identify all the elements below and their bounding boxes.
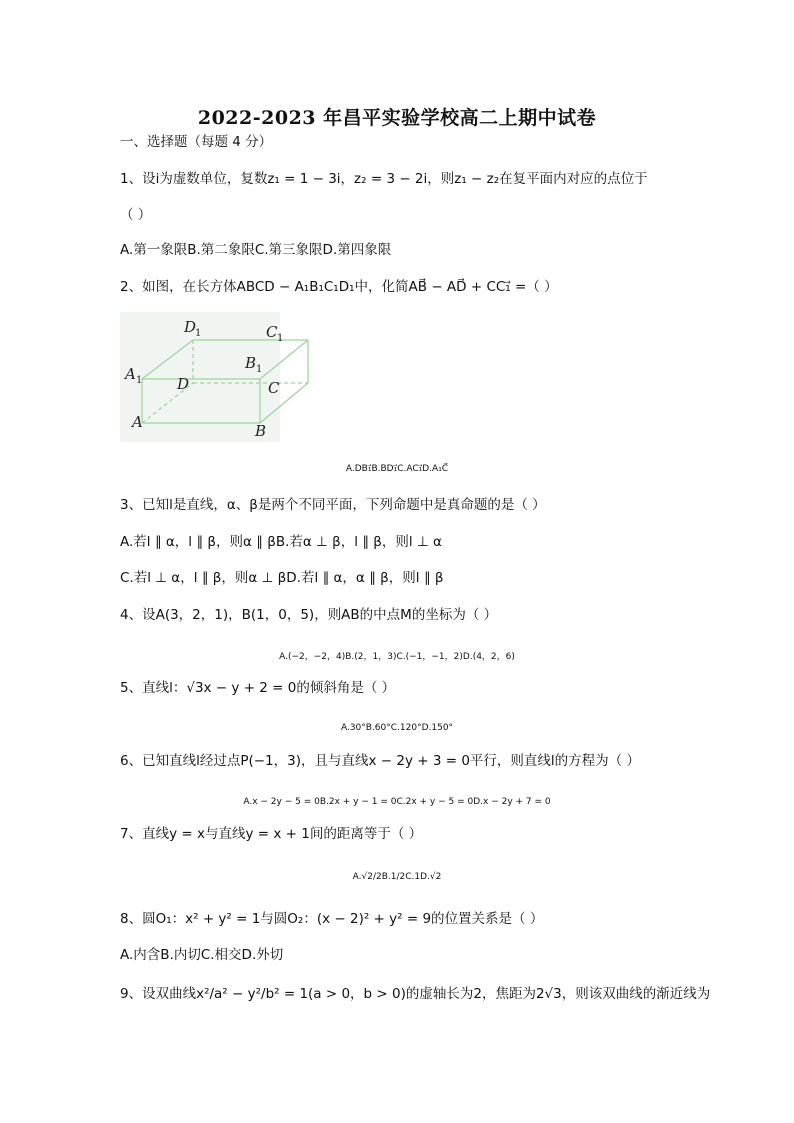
vertex-label-d1: D [184,318,197,336]
edge-a1d1 [142,340,193,379]
question-1-stem-cont: （ ） [120,207,152,223]
vertex-label-b: B [255,422,267,440]
question-6-stem: 6、已知直线l经过点P(−1，3)，且与直线x − 2y + 3 = 0平行，则直线l的方程为（ ） [120,753,640,769]
cuboid-figure [120,312,284,442]
question-8-stem: 8、圆O₁：x² + y² = 1与圆O₂：(x − 2)² + y² = 9的位置关系是（ ） [120,911,544,927]
question-3-options-cd: C.若l ⊥ α，l ∥ β，则α ⊥ βD.若l ∥ α，α ∥ β，则l ∥ β [120,570,444,586]
question-9-stem: 9、设双曲线x²/a² − y²/b² = 1(a > 0，b > 0)的虚轴长为2，焦距为2√3，则该双曲线的渐近线为 [120,986,711,1002]
vertex-sub-a1: 1 [136,375,143,386]
question-8-options: A.内含B.内切C.相交D.外切 [120,947,284,963]
question-5-options: A.30°B.60°C.120°D.150° [340,723,454,733]
section-heading: 一、选择题（每题 4 分） [120,134,273,150]
question-2-stem: 2、如图，在长方体ABCD − A₁B₁C₁D₁中，化简AB⃗ − AD⃗ + CC₁⃗ =（ ） [120,279,558,295]
vertex-label-d: D [177,375,190,393]
vertex-label-a1: A [125,365,136,383]
vertex-label-b1: B [245,354,257,372]
question-4-options: A.(−2，−2，4)B.(2，1，3)C.(−1，−1，2)D.(4，2，6) [279,652,515,662]
page-title: 2022-2023 年昌平实验学校高二上期中试卷 [197,107,597,129]
vertex-label-c: C [268,379,280,397]
vertex-label-a: A [132,413,143,431]
vertex-sub-d1: 1 [195,328,202,339]
question-1-stem: 1、设i为虚数单位，复数z₁ = 1 − 3i，z₂ = 3 − 2i，则z₁ − z₂在复平面内对应的点位于 [120,171,648,187]
edge-b1c1 [260,340,308,379]
question-2-options: A.DB₁⃗B.BD₁⃗C.AC₁⃗D.A₁C⃗ [345,464,449,474]
vertex-sub-c1: 1 [277,333,284,344]
question-6-options: A.x − 2y − 5 = 0B.2x + y − 1 = 0C.2x + y − 5 = 0D.x − 2y + 7 = 0 [243,797,551,807]
vertex-label-c1: C [266,323,278,341]
question-1-options: A.第一象限B.第二象限C.第三象限D.第四象限 [120,242,392,258]
question-5-stem: 5、直线l：√3x − y + 2 = 0的倾斜角是（ ） [120,680,396,696]
question-3-stem: 3、已知l是直线，α、β是两个不同平面，下列命题中是真命题的是（ ） [120,497,546,513]
cuboid-diagram [120,312,284,442]
question-7-options: A.√2/2B.1/2C.1D.√2 [352,872,442,882]
question-3-options-ab: A.若l ∥ α，l ∥ β，则α ∥ βB.若α ⊥ β，l ∥ β，则l ⊥ α [120,534,442,550]
vertex-sub-b1: 1 [256,364,263,375]
question-4-stem: 4、设A(3，2，1)，B(1，0，5)，则AB的中点M的坐标为（ ） [120,607,498,623]
question-7-stem: 7、直线y = x与直线y = x + 1间的距离等于（ ） [120,826,423,842]
